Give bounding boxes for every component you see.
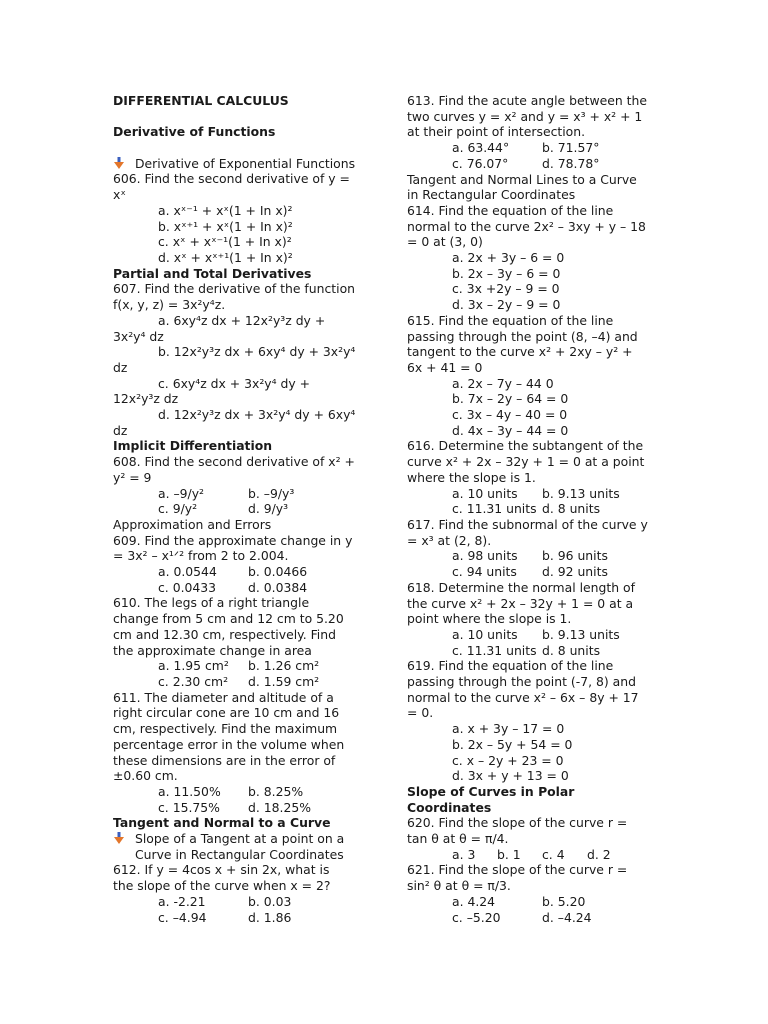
option: d. xˣ + xˣ⁺¹(1 + In x)² [158,250,293,265]
option: c. 4 [542,846,565,862]
question-text: 607. Find the derivative of the function [113,281,356,297]
question-text: ±0.60 cm. [113,768,178,784]
option: d. 3x + y + 13 = 0 [452,768,569,784]
bullet-text: Curve in Rectangular Coordinates [135,846,344,862]
option: a. 2x – 7y – 44 0 [452,375,554,391]
option: b. 9.13 units [542,485,620,501]
option-row [113,894,363,910]
question-text: 616. Determine the subtangent of the [407,438,644,454]
question-text: 621. Find the slope of the curve r = [407,862,628,878]
section-heading-approximation: Approximation and Errors [113,516,272,532]
option: d. 8 units [542,501,601,517]
option: c. 76.07° [452,155,509,171]
option: c. 11.31 units [452,501,537,517]
option: b. 7x – 2y – 64 = 0 [452,391,569,407]
option: b. 12x²y³z dx + 6xy⁴ dy + 3x²y⁴ [158,344,356,360]
option-row [407,894,657,910]
option-row [113,910,363,926]
option: b. –9/y³ [248,485,295,501]
option: c. 11.31 units [452,642,537,658]
option: d. 9/y³ [248,501,289,517]
option-row [113,486,363,502]
question-text: 606. Find the second derivative of y = [113,171,350,187]
option: c. 15.75% [158,799,220,815]
option: d. 2 [587,846,611,862]
option: c. 94 units [452,564,517,580]
option-row [407,156,657,172]
option: d. 3x – 2y – 9 = 0 [452,297,561,313]
down-arrow-bullet-icon [113,156,135,172]
question-text: the curve x² + 2x – 32y + 1 = 0 at a [407,595,634,611]
left-column [113,93,363,925]
question-text: cm, respectively. Find the maximum [113,721,338,737]
option: d. 1.59 cm² [248,673,320,689]
section-heading-tangent-normal-lines: Tangent and Normal Lines to a Curve [407,171,637,187]
question-text: 609. Find the approximate change in y [113,532,353,548]
question-text: point where the slope is 1. [407,611,572,627]
option-row [407,564,657,580]
option: d. 78.78° [542,155,600,171]
option: a. 1.95 cm² [158,658,229,674]
question-text: 608. Find the second derivative of x² + [113,454,355,470]
question-text: change from 5 cm and 12 cm to 5.20 [113,611,344,627]
question-text: 619. Find the equation of the line [407,658,614,674]
section-heading-tangent-normal-lines: in Rectangular Coordinates [407,187,576,203]
bullet-text: Slope of a Tangent at a point on a [135,831,345,847]
option: c. –4.94 [158,909,207,925]
option-row [407,548,657,564]
option: c. 3x – 4y – 40 = 0 [452,407,568,423]
question-text: where the slope is 1. [407,469,536,485]
question-text: curve x² + 2x – 32y + 1 = 0 at a point [407,454,645,470]
question-text: cm and 12.30 cm, respectively. Find [113,626,336,642]
option-row [113,800,363,816]
section-heading-tangent-normal: Tangent and Normal to a Curve [113,815,331,831]
option: a. 6xy⁴z dx + 12x²y³z dy + [158,312,326,328]
question-text: 617. Find the subnormal of the curve y [407,516,648,532]
option: a. 2x + 3y – 6 = 0 [452,250,565,266]
option: d. 92 units [542,564,608,580]
option-continuation: dz [113,359,128,375]
option: a. -2.21 [158,893,206,909]
option: a. 11.50% [158,783,221,799]
question-text: y² = 9 [113,469,152,485]
section-heading-implicit: Implicit Differentiation [113,438,273,454]
option: b. 2x – 3y – 6 = 0 [452,265,561,281]
option: b. 9.13 units [542,626,620,642]
section-heading-derivative-of-functions: Derivative of Functions [113,124,276,140]
question-text: 612. If y = 4cos x + sin 2x, what is [113,862,330,878]
option-row [113,501,363,517]
option: a. 10 units [452,626,518,642]
option: c. 6xy⁴z dx + 3x²y⁴ dy + [158,375,311,391]
option: b. 5.20 [542,893,586,909]
option: c. 2.30 cm² [158,673,229,689]
option-row [407,643,657,659]
option: b. 1.26 cm² [248,658,320,674]
question-text: right circular cone are 10 cm and 16 [113,705,340,721]
question-text: xˣ [113,187,126,203]
option: c. 9/y² [158,501,198,517]
option: c. xˣ + xˣ⁻¹(1 + In x)² [158,234,292,250]
option: d. 8 units [542,642,601,658]
option: d. –4.24 [542,909,592,925]
question-606 [113,171,363,202]
option: c. –5.20 [452,909,501,925]
option: b. 1 [497,846,521,862]
section-heading-polar: Coordinates [407,799,492,815]
option: b. xˣ⁺¹ + xˣ(1 + In x)² [158,218,293,234]
option: a. x + 3y – 17 = 0 [452,721,565,737]
option: d. 0.0384 [248,579,308,595]
question-text: sin² θ at θ = π/3. [407,878,511,894]
option: b. 2x – 5y + 54 = 0 [452,736,573,752]
question-text: percentage error in the volume when [113,736,345,752]
option-row [113,564,363,580]
question-text: passing through the point (-7, 8) and [407,674,636,690]
question-text: two curves y = x² and y = x³ + x² + 1 [407,108,643,124]
bullet-slope-of-tangent [113,831,363,847]
option: a. 3 [452,846,476,862]
option-row [407,627,657,643]
option: c. 3x +2y – 9 = 0 [452,281,560,297]
option-continuation: dz [113,422,128,438]
option: b. 8.25% [248,783,304,799]
option: a. 63.44° [452,140,510,156]
option: b. 0.0466 [248,564,308,580]
option-continuation: 3x²y⁴ dz [113,328,164,344]
option: c. x – 2y + 23 = 0 [452,752,564,768]
option-row [407,910,657,926]
question-text: these dimensions are in the error of [113,752,336,768]
question-text: passing through the point (8, –4) and [407,328,638,344]
question-text: at their point of intersection. [407,124,586,140]
section-heading-polar: Slope of Curves in Polar [407,783,575,799]
option: c. 0.0433 [158,579,217,595]
question-text: 610. The legs of a right triangle [113,595,310,611]
question-text: 615. Find the equation of the line [407,312,614,328]
option: a. xˣ⁻¹ + xˣ(1 + In x)² [158,202,293,218]
question-text: 614. Find the equation of the line [407,202,614,218]
question-text: = 0. [407,705,434,721]
option-row [407,501,657,517]
option: d. 4x – 3y – 44 = 0 [452,422,569,438]
question-text: 6x + 41 = 0 [407,359,483,375]
question-text: 620. Find the slope of the curve r = [407,815,628,831]
question-text: normal to the curve 2x² – 3xy + y – 18 [407,218,646,234]
question-text: = 0 at (3, 0) [407,234,483,250]
down-arrow-bullet-icon [113,831,135,847]
option-row [407,486,657,502]
question-text: tan θ at θ = π/4. [407,831,509,847]
option-row [407,847,657,863]
option: a. 0.0544 [158,564,217,580]
option-continuation: 12x²y³z dz [113,391,179,407]
question-text: f(x, y, z) = 3x²y⁴z. [113,297,226,313]
option: d. 18.25% [248,799,311,815]
question-text: the approximate change in area [113,642,312,658]
option: a. 4.24 [452,893,496,909]
question-text: tangent to the curve x² + 2xy – y² + [407,344,633,360]
page-title: DIFFERENTIAL CALCULUS [113,93,289,108]
option: a. 98 units [452,548,518,564]
option: d. 12x²y³z dx + 3x²y⁴ dy + 6xy⁴ [158,407,356,423]
option-row [113,580,363,596]
question-text: 611. The diameter and altitude of a [113,689,334,705]
question-text: = 3x² – x¹ᐟ² from 2 to 2.004. [113,548,289,564]
bullet-text: Derivative of Exponential Functions [135,155,356,171]
option-row [113,784,363,800]
question-text: the slope of the curve when x = 2? [113,878,331,894]
question-text: = x³ at (2, 8). [407,532,492,548]
option: b. 71.57° [542,140,600,156]
option-row [113,658,363,674]
option: b. 0.03 [248,893,292,909]
option: d. 1.86 [248,909,292,925]
bullet-exponential-functions [113,156,363,172]
right-column [407,93,657,925]
question-text: normal to the curve x² – 6x – 8y + 17 [407,689,639,705]
option-row [407,140,657,156]
option: a. –9/y² [158,485,205,501]
option: b. 96 units [542,548,608,564]
section-heading-partial-total: Partial and Total Derivatives [113,265,312,281]
question-text: 618. Determine the normal length of [407,579,635,595]
question-text: 613. Find the acute angle between the [407,93,647,108]
option: a. 10 units [452,485,518,501]
option-row [113,674,363,690]
